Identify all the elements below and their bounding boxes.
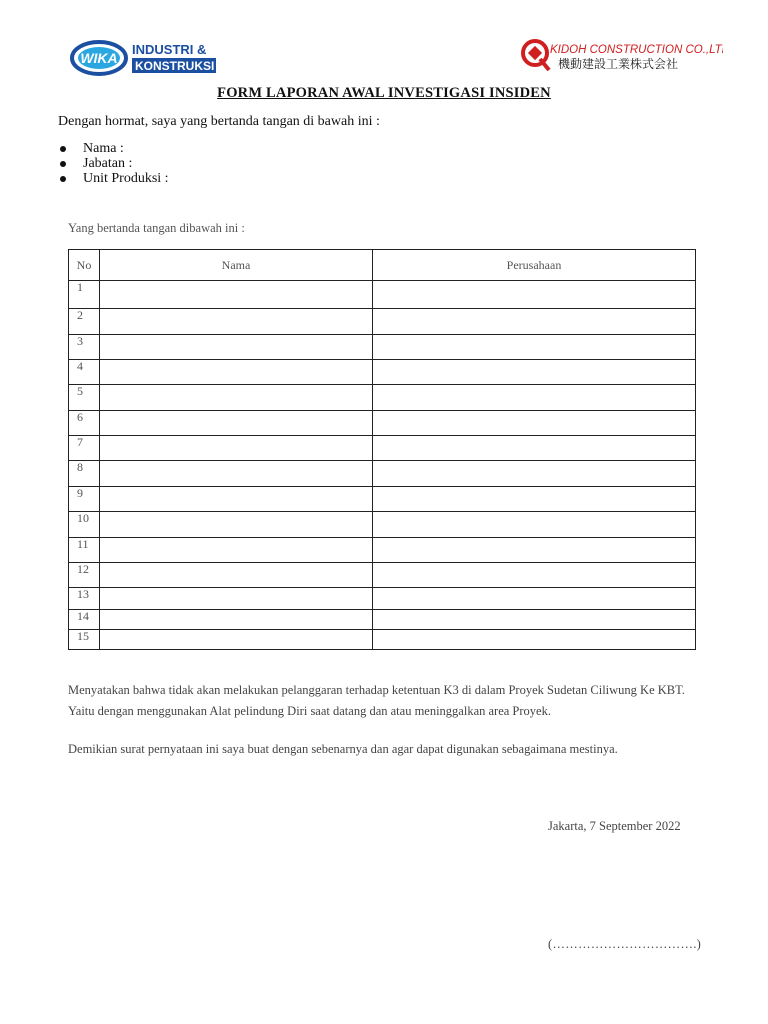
wika-logo xyxy=(70,38,220,78)
nama-cell[interactable] xyxy=(100,630,373,650)
statement-line-1: Menyatakan bahwa tidak akan melakukan pelanggaran terhadap ketentuan K3 di dalam Proyek Sudetan Ciliwung Ke KBT. xyxy=(68,683,685,697)
nama-cell[interactable] xyxy=(100,385,373,411)
perusahaan-cell[interactable] xyxy=(373,563,696,588)
nama-cell[interactable] xyxy=(100,538,373,563)
nama-cell[interactable] xyxy=(100,436,373,461)
bullet-icon xyxy=(60,176,66,182)
signer-note: Yang bertanda tangan dibawah ini : xyxy=(68,221,245,235)
table-row xyxy=(69,630,696,650)
perusahaan-cell[interactable] xyxy=(373,281,696,309)
nama-cell[interactable] xyxy=(100,610,373,630)
table-row xyxy=(69,360,696,385)
row-number: 1 xyxy=(69,281,100,309)
perusahaan-cell[interactable] xyxy=(373,610,696,630)
row-number: 6 xyxy=(69,411,100,436)
perusahaan-cell[interactable] xyxy=(373,385,696,411)
row-number: 3 xyxy=(69,335,100,360)
table-row xyxy=(69,538,696,563)
table-row xyxy=(69,461,696,487)
kidoh-logo xyxy=(518,37,723,73)
row-number: 5 xyxy=(69,385,100,411)
nama-cell[interactable] xyxy=(100,335,373,360)
perusahaan-cell[interactable] xyxy=(373,512,696,538)
table-row xyxy=(69,588,696,610)
row-number: 14 xyxy=(69,610,100,630)
table-row xyxy=(69,512,696,538)
statement-paragraph xyxy=(68,680,708,722)
wika-logo-line2: KONSTRUKSI xyxy=(135,59,215,73)
table-row xyxy=(69,487,696,512)
intro-text: Dengan hormat, saya yang bertanda tangan di bawah ini : xyxy=(58,114,380,129)
perusahaan-cell[interactable] xyxy=(373,538,696,563)
row-number: 13 xyxy=(69,588,100,610)
perusahaan-cell[interactable] xyxy=(373,461,696,487)
row-number: 9 xyxy=(69,487,100,512)
row-number: 12 xyxy=(69,563,100,588)
kidoh-logo-line1: KIDOH CONSTRUCTION CO.,LTD xyxy=(550,44,723,56)
bullet-icon xyxy=(60,161,66,167)
perusahaan-cell[interactable] xyxy=(373,588,696,610)
nama-cell[interactable] xyxy=(100,461,373,487)
wika-logo-graphic xyxy=(70,38,220,78)
row-number: 10 xyxy=(69,512,100,538)
table-row xyxy=(69,309,696,335)
statement-line-2: Yaitu dengan menggunakan Alat pelindung Diri saat datang dan atau meninggalkan area Proyek. xyxy=(68,704,551,718)
kidoh-logo-line2: 機動建設工業株式会社 xyxy=(558,57,679,71)
perusahaan-cell[interactable] xyxy=(373,436,696,461)
nama-cell[interactable] xyxy=(100,281,373,309)
kidoh-logo-graphic xyxy=(518,37,723,73)
nama-cell[interactable] xyxy=(100,588,373,610)
row-number: 15 xyxy=(69,630,100,650)
header-nama: Nama xyxy=(100,250,373,281)
bullet-icon xyxy=(60,146,66,152)
field-unit-produksi-label: Unit Produksi : xyxy=(83,171,169,186)
table-row xyxy=(69,335,696,360)
row-number: 2 xyxy=(69,309,100,335)
perusahaan-cell[interactable] xyxy=(373,309,696,335)
field-jabatan xyxy=(58,156,169,171)
perusahaan-cell[interactable] xyxy=(373,411,696,436)
closing-paragraph: Demikian surat pernyataan ini saya buat dengan sebenarnya dan agar dapat digunakan sebagaimana mestinya. xyxy=(68,742,618,756)
table-row xyxy=(69,385,696,411)
perusahaan-cell[interactable] xyxy=(373,487,696,512)
header-perusahaan: Perusahaan xyxy=(373,250,696,281)
nama-cell[interactable] xyxy=(100,487,373,512)
perusahaan-cell[interactable] xyxy=(373,360,696,385)
field-unit-produksi xyxy=(58,171,169,186)
signature-line[interactable]: (…………………………….) xyxy=(548,937,702,951)
form-title: FORM LAPORAN AWAL INVESTIGASI INSIDEN xyxy=(217,85,551,101)
field-nama-label: Nama : xyxy=(83,141,124,156)
table-header-row xyxy=(69,250,696,281)
perusahaan-cell[interactable] xyxy=(373,335,696,360)
nama-cell[interactable] xyxy=(100,563,373,588)
field-nama xyxy=(58,141,169,156)
field-list xyxy=(58,141,169,186)
nama-cell[interactable] xyxy=(100,411,373,436)
place-date: Jakarta, 7 September 2022 xyxy=(548,819,681,833)
row-number: 4 xyxy=(69,360,100,385)
signatory-table xyxy=(68,249,696,650)
table-row xyxy=(69,563,696,588)
row-number: 11 xyxy=(69,538,100,563)
table-row xyxy=(69,411,696,436)
wika-logo-line1: INDUSTRI & xyxy=(132,42,207,57)
nama-cell[interactable] xyxy=(100,360,373,385)
perusahaan-cell[interactable] xyxy=(373,630,696,650)
nama-cell[interactable] xyxy=(100,309,373,335)
field-jabatan-label: Jabatan : xyxy=(83,156,133,171)
header-no: No xyxy=(69,250,100,281)
table-row xyxy=(69,281,696,309)
nama-cell[interactable] xyxy=(100,512,373,538)
table-row xyxy=(69,610,696,630)
row-number: 8 xyxy=(69,461,100,487)
table-row xyxy=(69,436,696,461)
wika-logo-mark: WIKA xyxy=(80,50,118,66)
row-number: 7 xyxy=(69,436,100,461)
